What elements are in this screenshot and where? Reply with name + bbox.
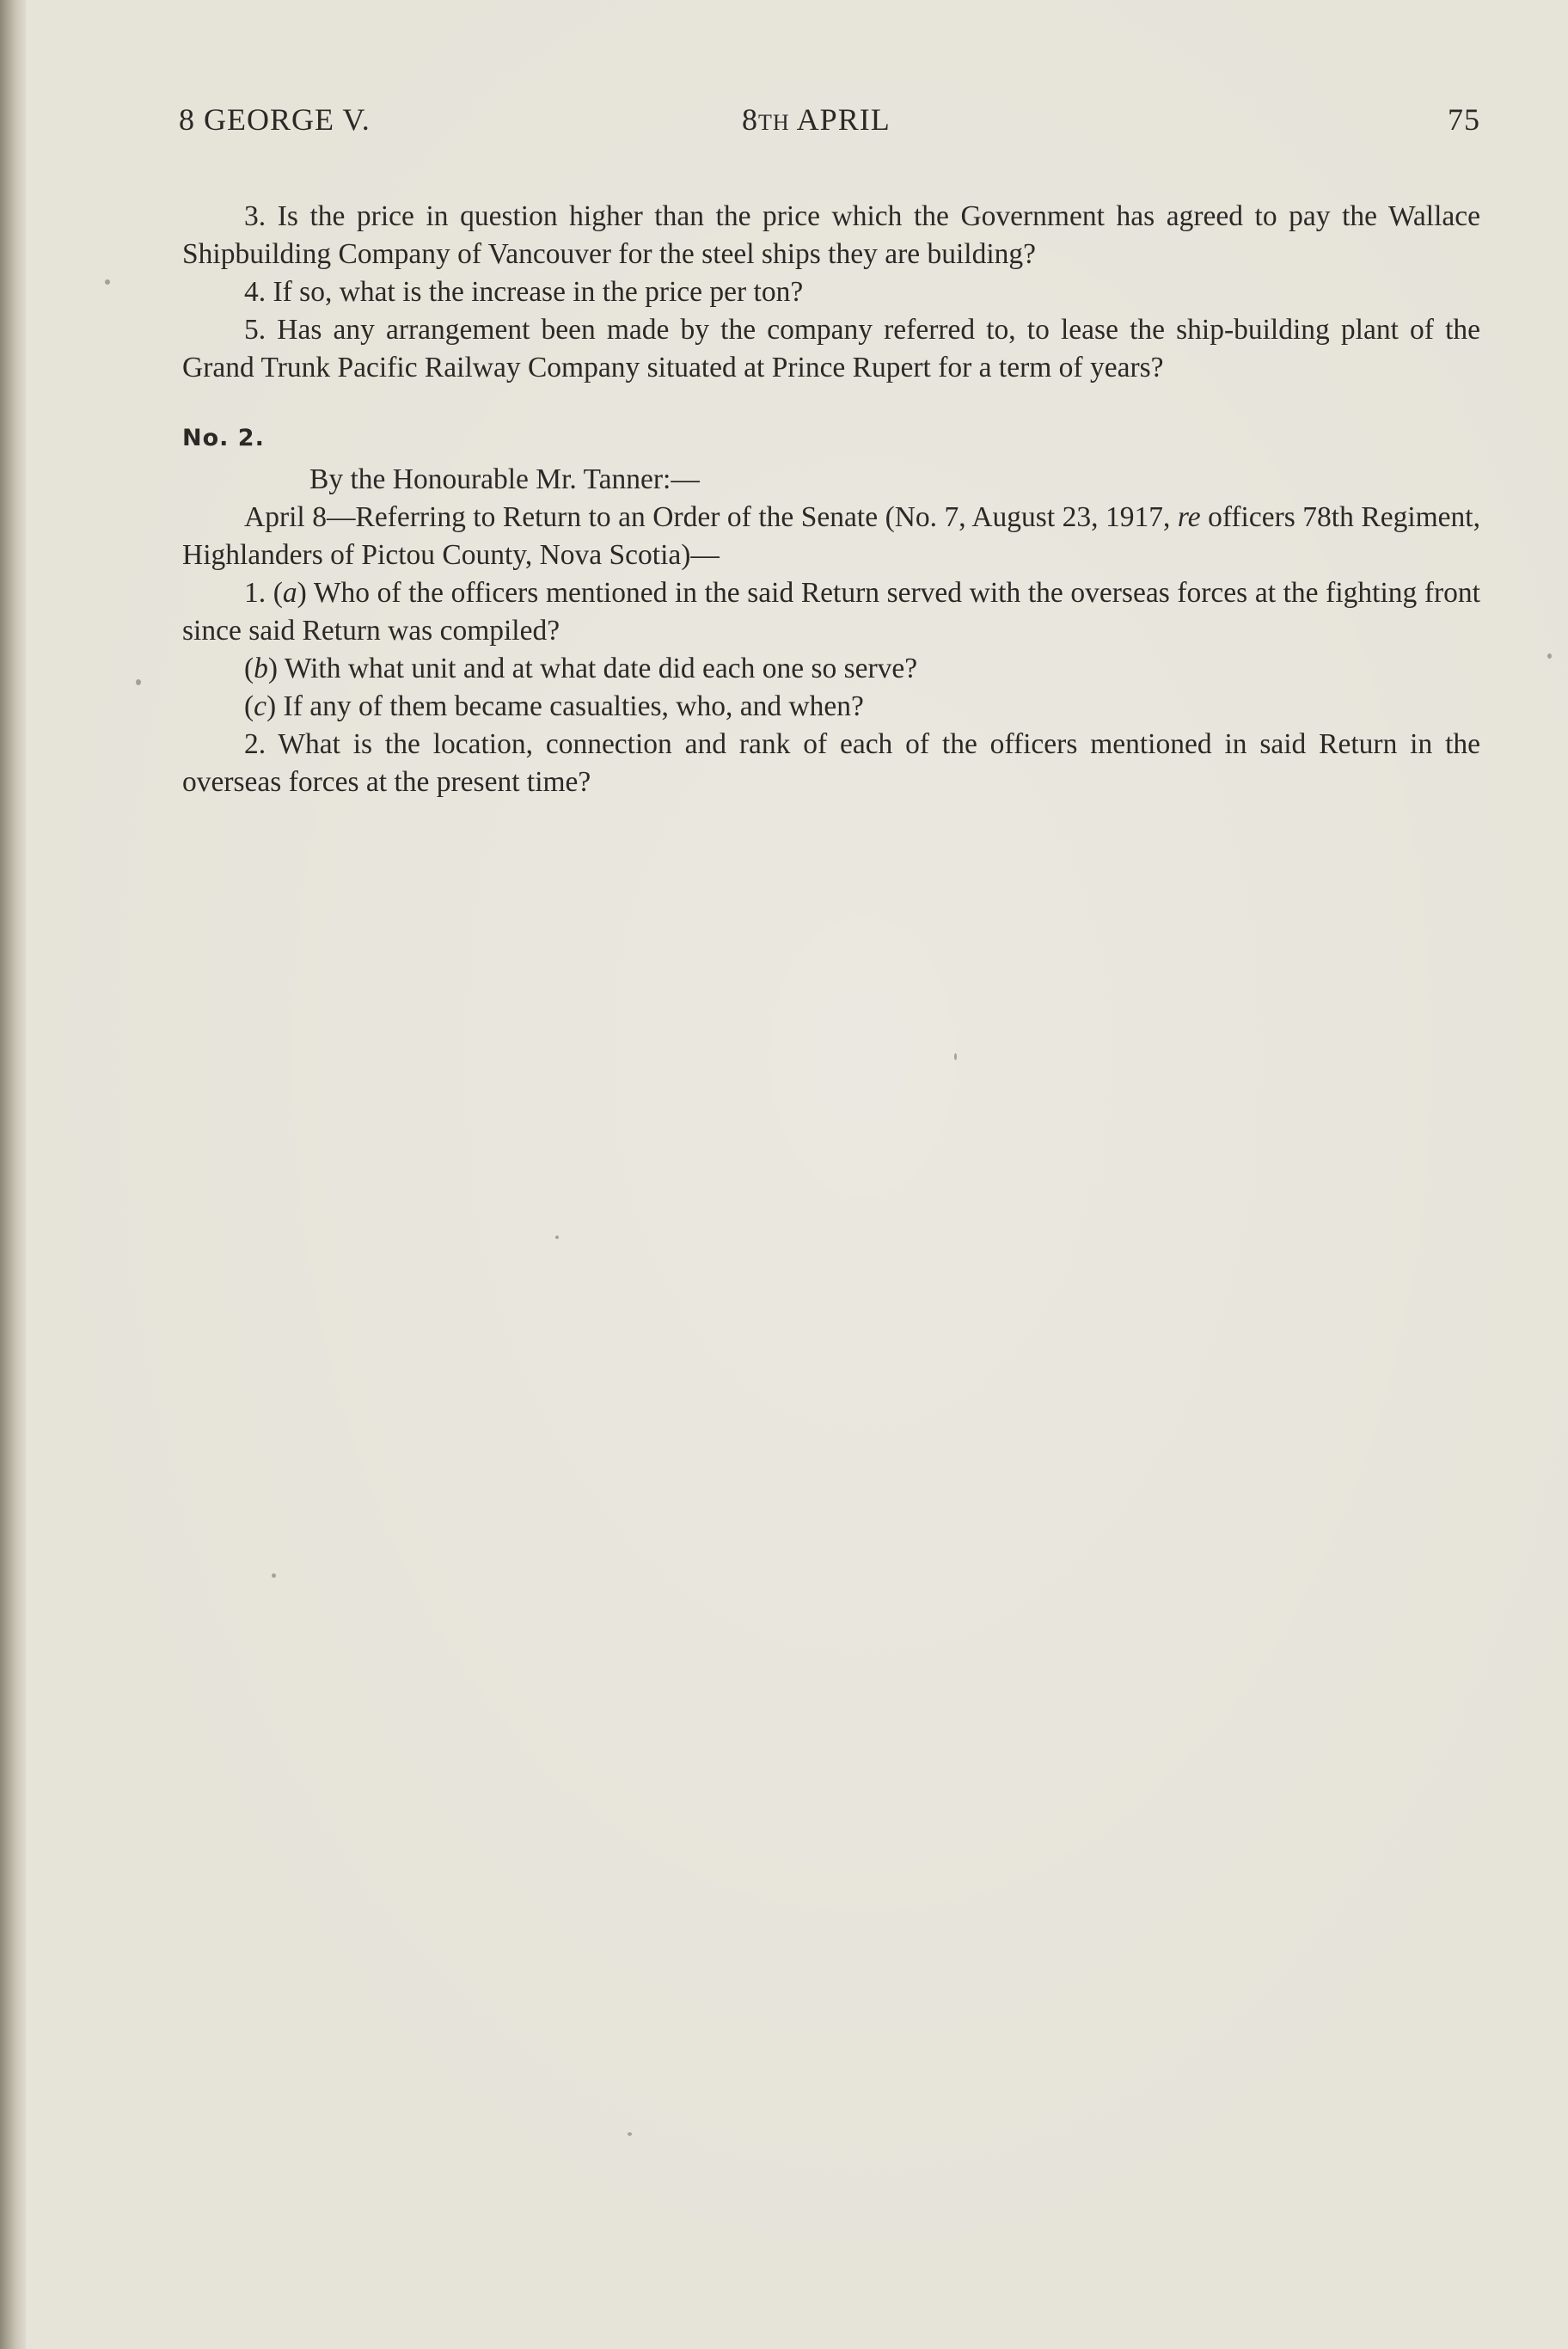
intro-text-post: officers 78th Regiment, Highlanders of Pictou County, Nova Scotia)— xyxy=(182,501,1480,571)
question-3: 3. Is the price in question higher than the price which the Government has agreed to pay the Wallace Shipbuilding Company of Vancouver for the steel ships they are building? xyxy=(182,200,1480,270)
intro-paragraph xyxy=(182,499,1480,574)
paper-speck xyxy=(628,2132,632,2136)
page-body xyxy=(182,198,1480,801)
q1c-letter: c xyxy=(254,690,267,722)
header-regnal-year: 8 GEORGE V. xyxy=(179,102,371,137)
q1b-post: ) With what unit and at what date did each one so serve? xyxy=(267,653,918,684)
page-header xyxy=(179,101,1480,144)
question-1b xyxy=(182,650,1480,688)
q1c-pre: ( xyxy=(244,690,254,722)
header-page-number: 75 xyxy=(1448,102,1480,137)
q1a-letter: a xyxy=(282,577,297,609)
question-2: 2. What is the location, connection and rank of each of the officers mentioned in said Return in the overseas forces at the present time? xyxy=(182,728,1480,798)
paper-speck xyxy=(272,1573,276,1578)
paper-speck xyxy=(136,679,141,685)
question-1c xyxy=(182,688,1480,726)
q1a-post: ) Who of the officers mentioned in the said Return served with the overseas forces at the fighting front since said Return was compiled? xyxy=(182,577,1480,647)
paper-speck xyxy=(555,1236,559,1239)
intro-text-pre: April 8—Referring to Return to an Order of the Senate (No. 7, August 23, 1917, xyxy=(244,501,1178,533)
q1b-letter: b xyxy=(254,653,268,684)
question-5: 5. Has any arrangement been made by the company referred to, to lease the ship-building plant of the Grand Trunk Pacific Railway Company situated at Prince Rupert for a term of years? xyxy=(182,314,1480,383)
paper-speck xyxy=(954,1053,957,1060)
section-label: No. 2. xyxy=(182,425,265,451)
page-binding-edge xyxy=(0,0,26,2349)
by-line: By the Honourable Mr. Tanner:— xyxy=(309,463,700,495)
question-1a xyxy=(182,574,1480,650)
q1a-pre: 1. ( xyxy=(244,577,283,609)
intro-re: re xyxy=(1177,501,1201,533)
question-4: 4. If so, what is the increase in the price per ton? xyxy=(244,276,804,308)
paper-speck xyxy=(105,279,110,285)
q1c-post: ) If any of them became casualties, who, and when? xyxy=(266,690,864,722)
header-date: 8TH APRIL xyxy=(742,102,891,137)
paper-speck xyxy=(1547,653,1552,659)
q1b-pre: ( xyxy=(244,653,254,684)
